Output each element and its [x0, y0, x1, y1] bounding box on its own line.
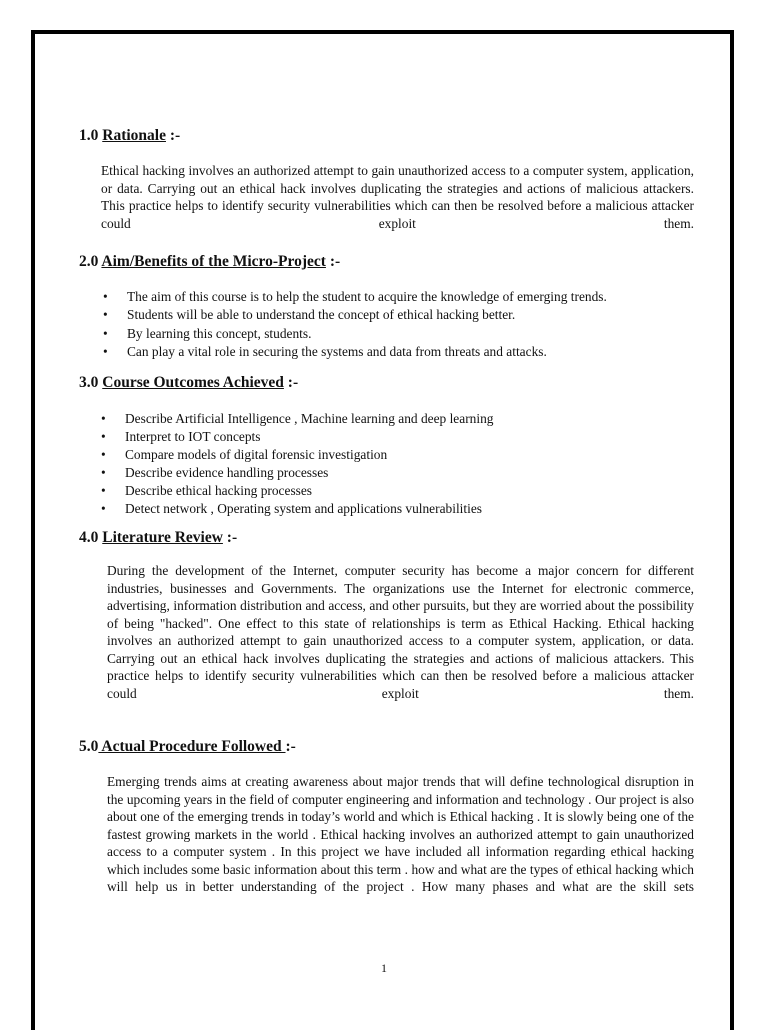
section-5-number: 5.0 — [79, 738, 99, 755]
section-4-title: Literature Review — [102, 529, 223, 546]
list-item: • Compare models of digital forensic investigation — [101, 446, 493, 464]
list-item: • Detect network , Operating system and applications vulnerabilities — [101, 500, 493, 518]
section-2-heading — [79, 253, 340, 271]
list-item: • The aim of this course is to help the student to acquire the knowledge of emerging trends. — [103, 288, 607, 306]
section-2-title: Aim/Benefits of the Micro-Project — [101, 253, 326, 270]
section-1-number: 1.0 — [79, 127, 99, 144]
list-item: • Describe ethical hacking processes — [101, 482, 493, 500]
section-2-bullet-list — [103, 288, 607, 361]
section-4-number: 4.0 — [79, 529, 99, 546]
section-4-paragraph: During the development of the Internet, computer security has become a major concern for different industries, businesses and Governments. The organizations use the Internet for electronic commerce, advertising, information distribution and access, and other pursuits, but they are worried about the possibility of being "hacked". One effect to this state of relationships is term as Ethical Hacking. Ethical hacking involves an authorized attempt to gain unauthorized access to a computer system, application, or data. Carrying out an ethical hack involves duplicating the strategies and actions of malicious attackers. This practice helps to identify security vulnerabilities which can then be resolved before a malicious attacker could exploit them. — [107, 563, 694, 701]
list-item: • Interpret to IOT concepts — [101, 428, 493, 446]
section-2-number: 2.0 — [79, 253, 99, 270]
list-item: • Describe evidence handling processes — [101, 464, 493, 482]
list-item: • Describe Artificial Intelligence , Machine learning and deep learning — [101, 410, 493, 428]
list-item: • Students will be able to understand the concept of ethical hacking better. — [103, 306, 607, 324]
section-3-title: Course Outcomes Achieved — [102, 374, 284, 391]
section-5-suffix: :- — [285, 738, 296, 755]
section-1-suffix: :- — [165, 127, 181, 144]
section-5-paragraph: Emerging trends aims at creating awareness about major trends that will define technological disruption in the upcoming years in the field of computer engineering and information and technology . Our project is also about one of the emerging trends in today’s world and which is Ethical hacking . It is slowly being one of the fastest growing markets in the world . Ethical hacking involves an authorized attempt to gain unauthorized access to a computer system . In this project we have included all information regarding ethical hacking which includes some basic information about this term . how and what are the types of ethical hacking which will help us in better understanding of the project . How many phases and what are the skill sets — [107, 774, 694, 894]
section-3-heading — [79, 374, 298, 392]
section-1-title: Rationale — [102, 127, 166, 144]
list-item: • Can play a vital role in securing the systems and data from threats and attacks. — [103, 343, 607, 361]
section-5-heading — [79, 738, 296, 756]
section-1-paragraph: Ethical hacking involves an authorized attempt to gain unauthorized access to a computer system, application, or data. Carrying out an ethical hack involves duplicating the strategies and actions of malicious attackers. This practice helps to identify security vulnerabilities which can then be resolved before a malicious attacker could exploit them. — [101, 163, 694, 231]
section-1-heading — [79, 127, 180, 145]
section-4-heading — [79, 529, 237, 547]
section-3-suffix: :- — [283, 374, 299, 391]
section-4-suffix: :- — [222, 529, 238, 546]
section-5-title: Actual Procedure Followed — [98, 738, 286, 755]
list-item: • By learning this concept, students. — [103, 325, 607, 343]
section-3-number: 3.0 — [79, 374, 99, 391]
page-number: 1 — [381, 961, 387, 975]
section-2-suffix: :- — [325, 253, 341, 270]
section-3-bullet-list — [101, 410, 493, 518]
